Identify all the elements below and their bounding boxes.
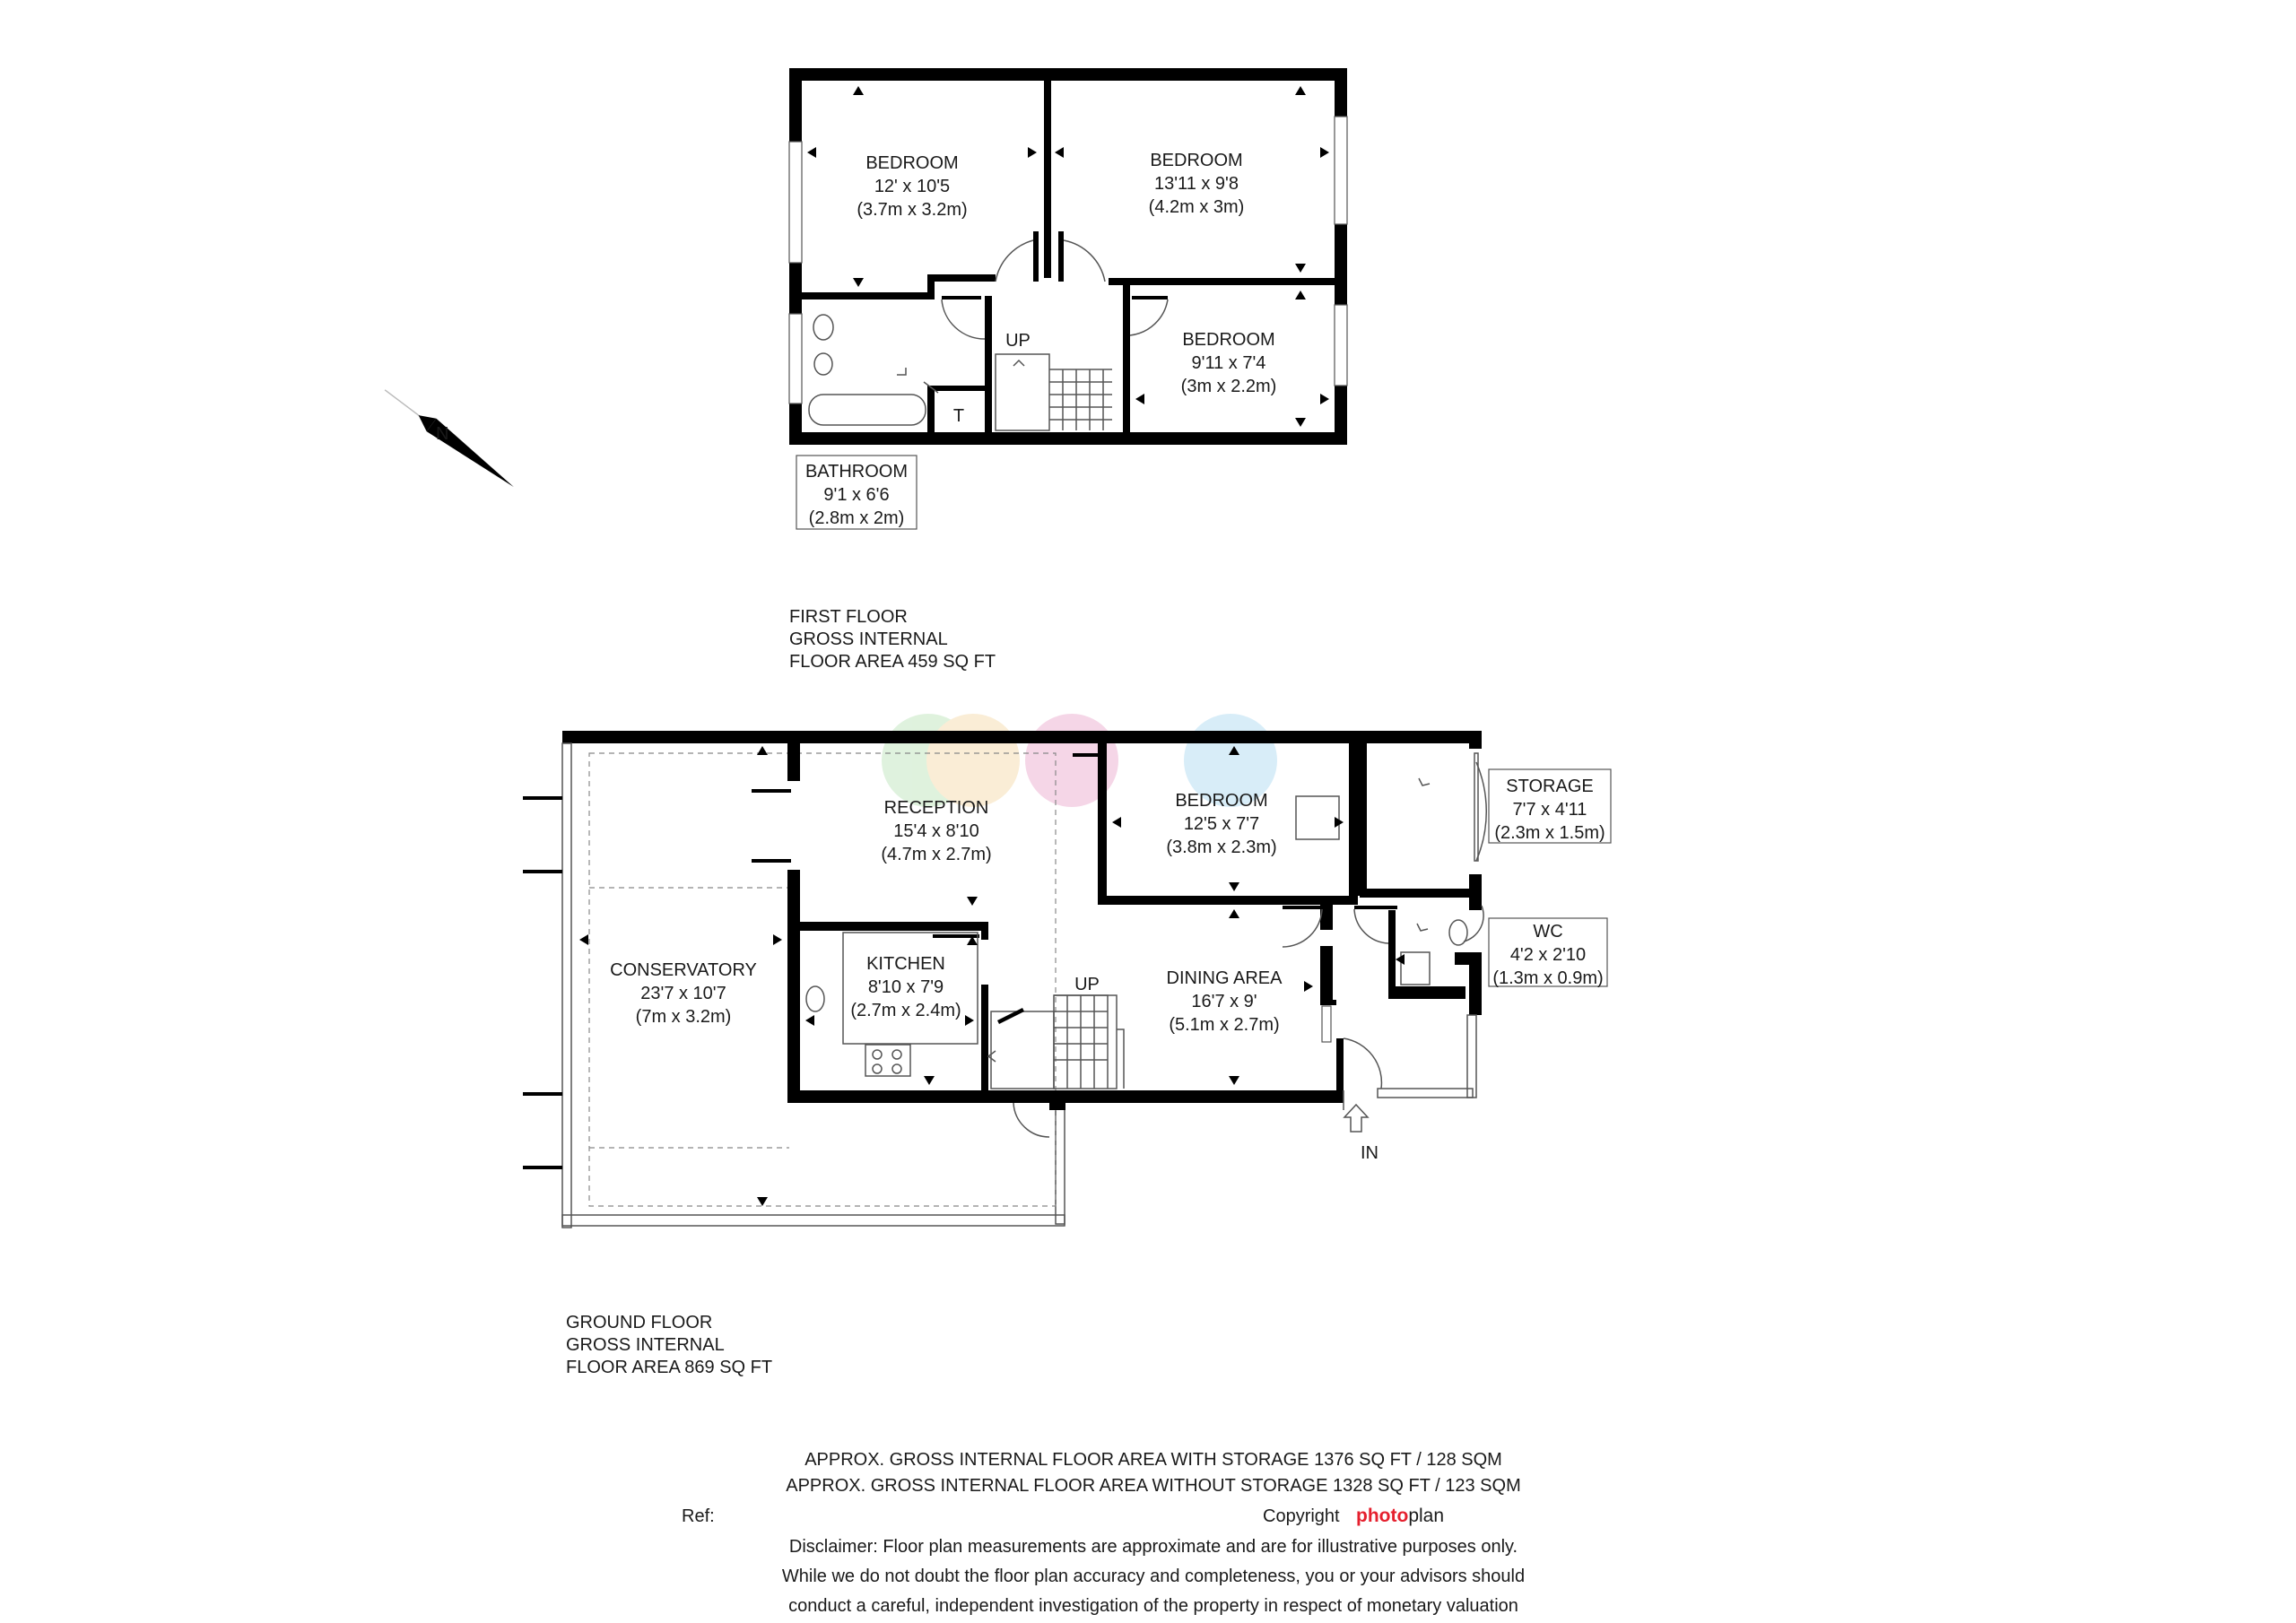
room-label-ff-bedroom-3: [1181, 330, 1277, 396]
room-name: KITCHEN: [866, 954, 945, 974]
room-name: BEDROOM: [1175, 791, 1268, 811]
room-dimensions-imperial: 12'5 x 7'7: [1183, 814, 1260, 834]
total-area-without-storage: APPROX. GROSS INTERNAL FLOOR AREA WITHOUT STORAGE 1328 SQ FT / 123 SQM: [786, 1476, 1521, 1496]
room-dimensions-metric: (1.3m x 0.9m): [1492, 968, 1604, 988]
gf-area-line-1: GROUND FLOOR: [566, 1313, 713, 1332]
room-dimensions-imperial: 13'11 x 9'8: [1153, 174, 1239, 194]
room-label-gf-kitchen: [850, 954, 961, 1020]
ff-area-line-3: FLOOR AREA 459 SQ FT: [789, 652, 996, 672]
ff-area-line-1: FIRST FLOOR: [789, 607, 908, 627]
room-dimensions-metric: (5.1m x 2.7m): [1169, 1015, 1280, 1035]
first-floor-plan: [789, 68, 1347, 529]
room-name: BEDROOM: [1150, 151, 1243, 170]
room-dimensions-imperial: 4'2 x 2'10: [1509, 945, 1587, 965]
room-dimensions-metric: (7m x 3.2m): [635, 1007, 732, 1027]
room-name: BATHROOM: [804, 462, 909, 482]
room-name: STORAGE: [1506, 777, 1594, 796]
room-dimensions-metric: (2.8m x 2m): [808, 508, 905, 528]
disclaimer-line-3: conduct a careful, independent investigation of the property in respect of monetary valuation: [788, 1596, 1518, 1616]
room-name: WC: [1533, 922, 1563, 942]
room-dimensions-imperial: 9'11 x 7'4: [1191, 353, 1266, 373]
ff-area-line-2: GROSS INTERNAL: [789, 629, 948, 649]
room-dimensions-metric: (3.7m x 3.2m): [857, 200, 968, 220]
room-dimensions-metric: (2.3m x 1.5m): [1494, 823, 1605, 843]
disclaimer-line-1: Disclaimer: Floor plan measurements are approximate and are for illustrative purposes only.: [788, 1537, 1518, 1557]
entrance-label: IN: [1361, 1143, 1378, 1163]
room-dimensions-imperial: 12' x 10'5: [874, 177, 951, 196]
gf-stairs-label: UP: [1074, 975, 1100, 994]
ff-toilet-label: T: [952, 406, 965, 426]
room-name: BEDROOM: [1182, 330, 1275, 350]
room-dimensions-imperial: 7'7 x 4'11: [1512, 800, 1587, 820]
room-label-gf-dining: [1167, 968, 1283, 1035]
room-dimensions-metric: (2.7m x 2.4m): [850, 1001, 961, 1020]
room-label-ff-bedroom-1: [857, 153, 967, 220]
gf-area-line-3: FLOOR AREA 869 SQ FT: [566, 1358, 773, 1377]
compass-letter: N: [436, 423, 449, 444]
ff-stairs-label: UP: [1005, 331, 1031, 351]
disclaimer-line-2: While we do not doubt the floor plan accuracy and completeness, you or your advisors should: [781, 1567, 1526, 1586]
room-label-gf-reception: [881, 798, 991, 864]
room-dimensions-imperial: 8'10 x 7'9: [867, 977, 944, 997]
gf-area-line-2: GROSS INTERNAL: [566, 1335, 725, 1355]
footer: [682, 1450, 1525, 1616]
room-name: DINING AREA: [1166, 968, 1283, 988]
room-label-gf-bedroom: [1166, 791, 1276, 857]
room-dimensions-metric: (3.8m x 2.3m): [1166, 838, 1277, 857]
room-label-gf-conservatory: [610, 960, 757, 1027]
gf-area-caption: [566, 1313, 772, 1377]
ref-label: Ref:: [682, 1506, 715, 1526]
copyright-label: Copyright: [1263, 1506, 1340, 1526]
total-area-with-storage: APPROX. GROSS INTERNAL FLOOR AREA WITH STORAGE 1376 SQ FT / 128 SQM: [804, 1450, 1502, 1470]
room-dimensions-imperial: 23'7 x 10'7: [640, 984, 726, 1003]
room-dimensions-metric: (4.7m x 2.7m): [881, 845, 992, 864]
room-name: RECEPTION: [883, 798, 989, 818]
room-dimensions-metric: (4.2m x 3m): [1148, 197, 1245, 217]
room-dimensions-imperial: 16'7 x 9': [1191, 992, 1257, 1011]
room-name: BEDROOM: [865, 153, 959, 173]
entrance-arrow: [1344, 1105, 1368, 1132]
compass-north-arrow: [378, 381, 521, 497]
room-dimensions-metric: (3m x 2.2m): [1180, 377, 1277, 396]
ff-area-caption: [789, 607, 996, 672]
room-label-ff-bedroom-2: [1149, 151, 1245, 217]
photoplan-logo: photoplan: [1356, 1506, 1445, 1526]
room-name: CONSERVATORY: [610, 960, 757, 980]
room-dimensions-imperial: 15'4 x 8'10: [893, 821, 979, 841]
room-dimensions-imperial: 9'1 x 6'6: [823, 485, 890, 505]
